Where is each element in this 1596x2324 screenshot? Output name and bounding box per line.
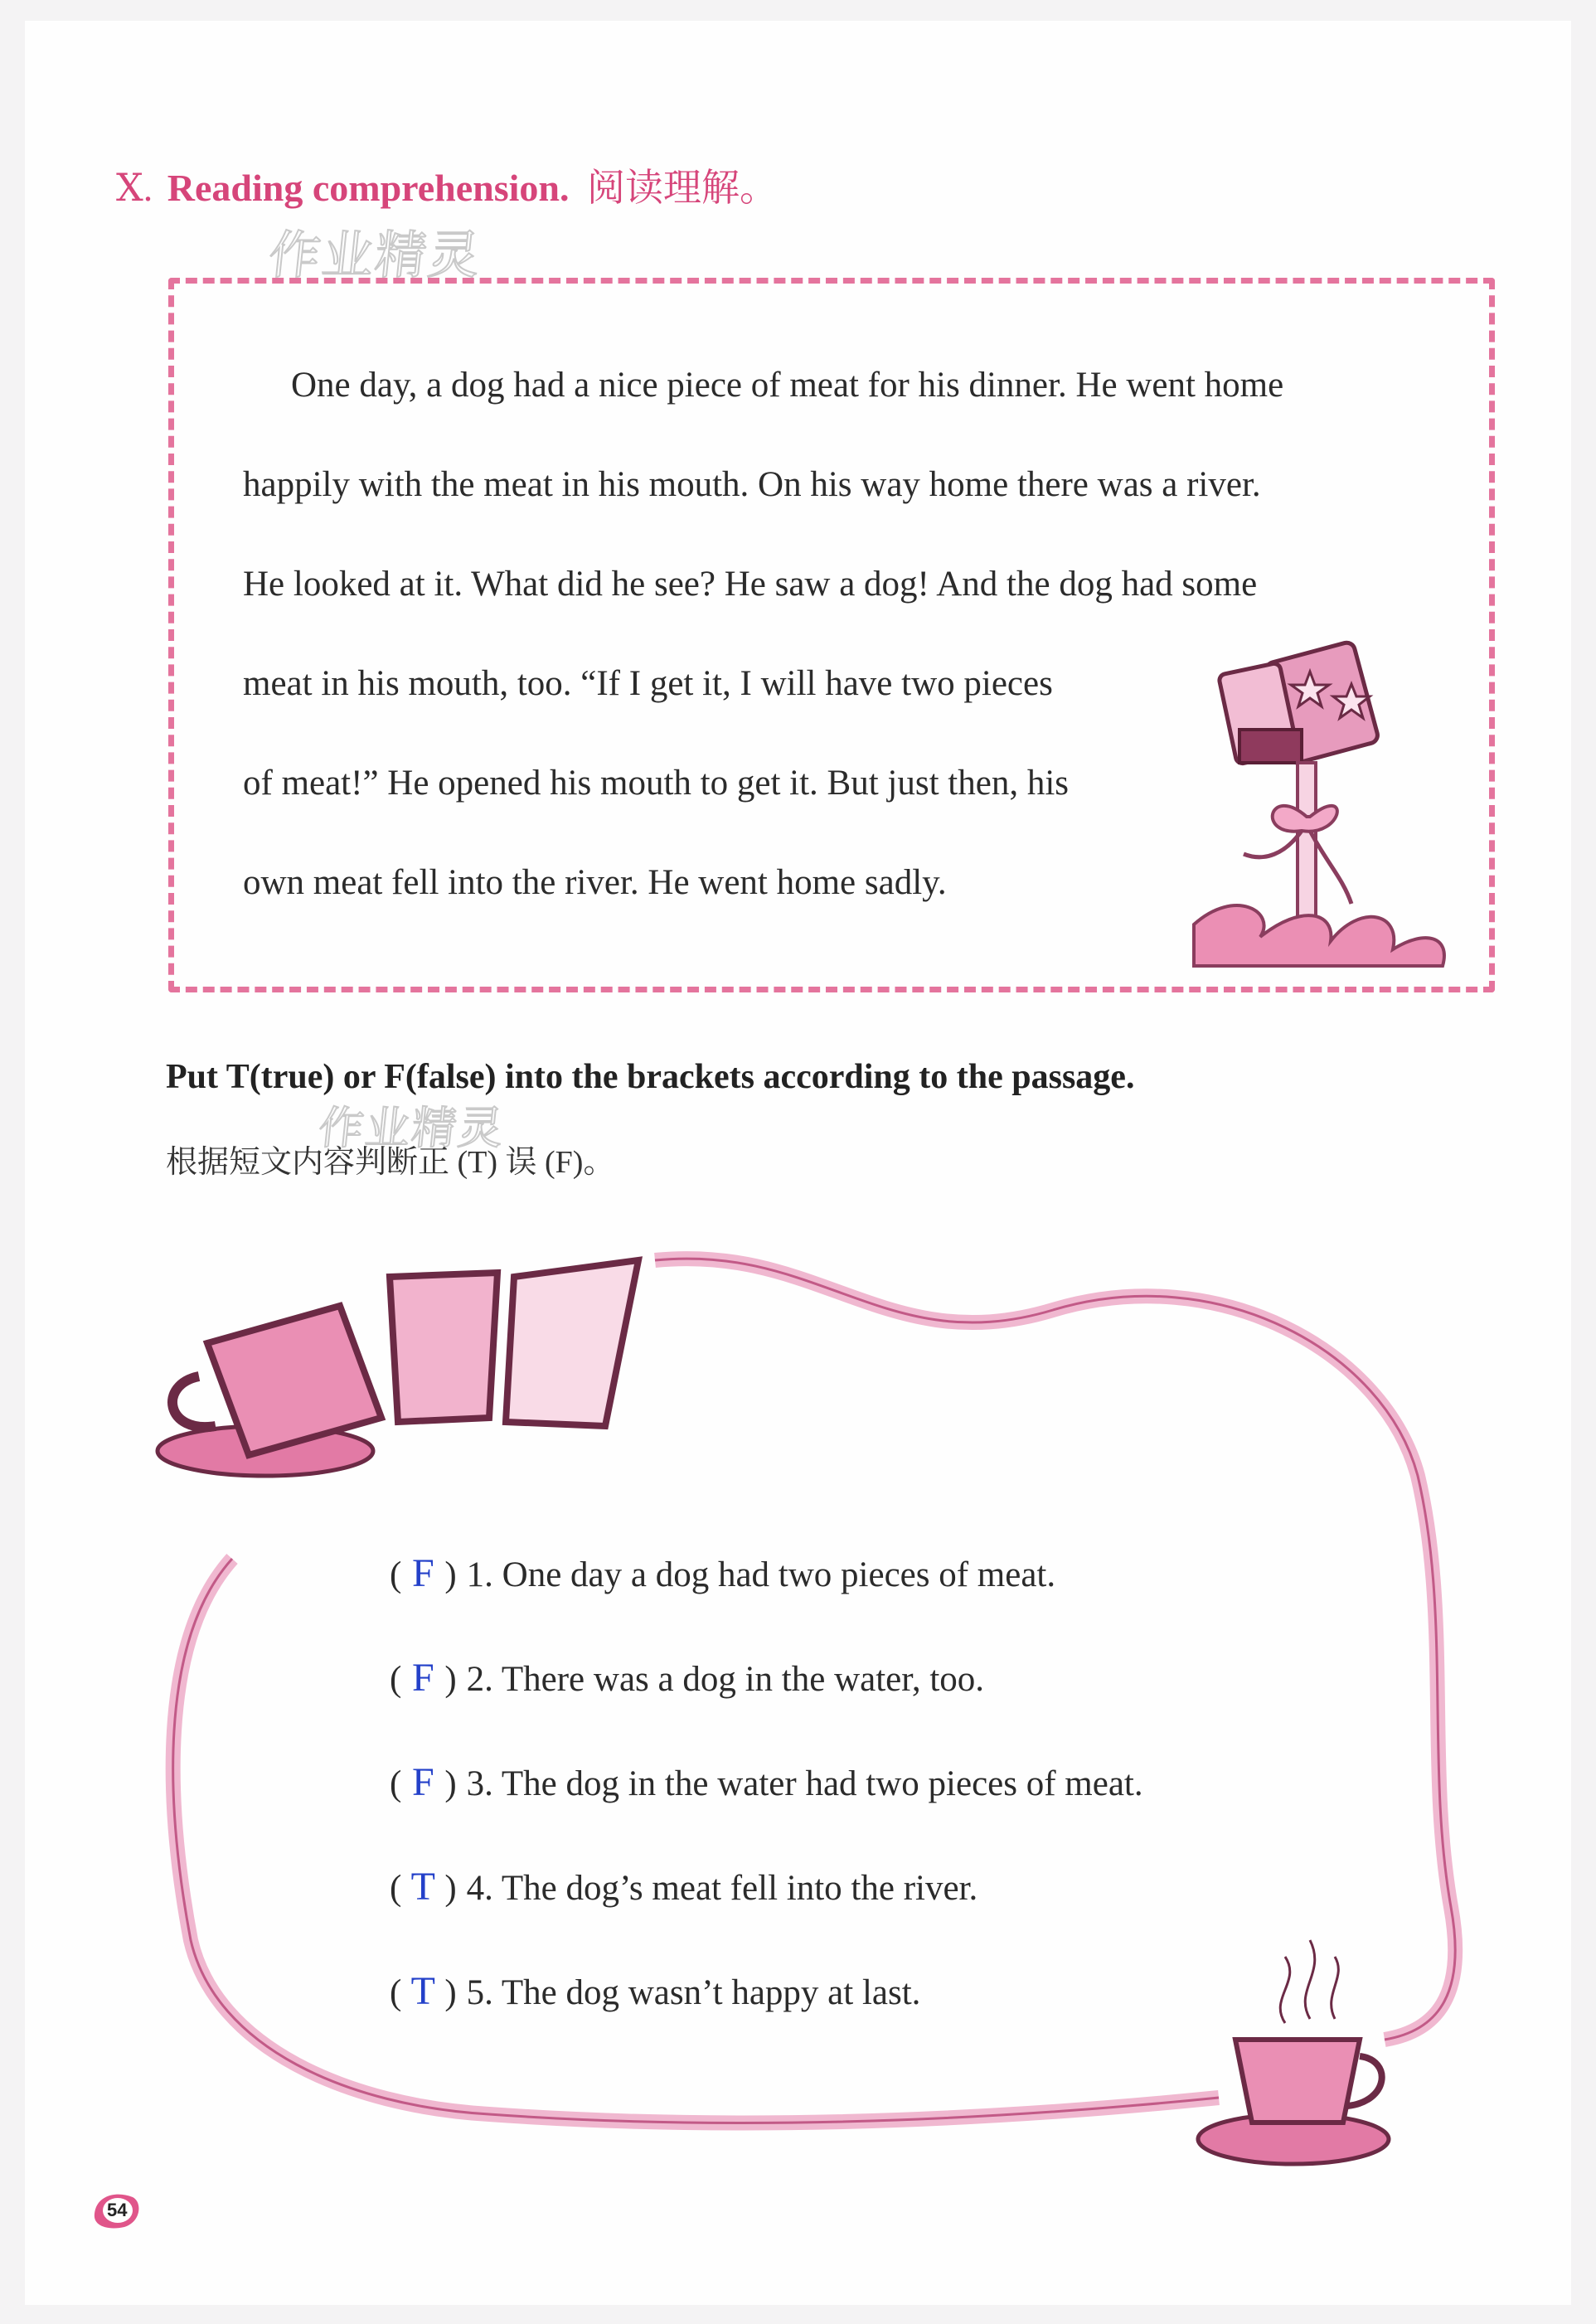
answer-blank[interactable]: F	[411, 1551, 434, 1595]
instruction-zh: 根据短文内容判断正 (T) 误 (F)。	[166, 1145, 615, 1180]
bracket-open: (	[390, 1660, 402, 1699]
passage-line: meat in his mouth, too. “If I get it, I will have two pieces	[243, 664, 1053, 703]
answer-blank[interactable]: T	[410, 1865, 435, 1909]
page-number	[91, 2189, 141, 2230]
passage-line: of meat!” He opened his mouth to get it. But just then, his	[243, 764, 1070, 803]
bracket-open: (	[390, 1973, 402, 2012]
mailbox-illustration	[1186, 638, 1501, 995]
passage-line: One day, a dog had a nice piece of meat for his dinner. He went home	[291, 366, 1284, 405]
bracket-close: )	[444, 1555, 457, 1594]
bracket-open: (	[390, 1555, 402, 1594]
bracket-close: )	[444, 1660, 457, 1699]
question-text: 1. One day a dog had two pieces of meat.	[466, 1555, 1056, 1594]
question-text: 5. The dog wasn’t happy at last.	[466, 1973, 921, 2012]
question-text: 3. The dog in the water had two pieces of meat.	[466, 1764, 1143, 1803]
question-text: 2. There was a dog in the water, too.	[466, 1660, 985, 1699]
bracket-open: (	[390, 1764, 402, 1803]
watermark-logo: 作业精灵	[265, 225, 485, 285]
watermark-logo: 作业精灵	[316, 1102, 507, 1154]
page-number-text: 54	[107, 2200, 128, 2220]
passage-line: own meat fell into the river. He went home sadly.	[243, 863, 947, 902]
section-title-zh: 阅读理解。	[587, 167, 779, 209]
question-text: 4. The dog’s meat fell into the river.	[466, 1869, 978, 1908]
section-title-en: Reading comprehension.	[167, 167, 570, 209]
question-item	[390, 1968, 1143, 2073]
bracket-close: )	[444, 1764, 457, 1803]
bracket-close: )	[444, 1973, 457, 2012]
passage-line: happily with the meat in his mouth. On his way home there was a river.	[243, 465, 1261, 504]
question-item	[390, 1864, 1143, 1968]
question-item	[390, 1759, 1143, 1864]
section-title	[116, 158, 778, 212]
bracket-open: (	[390, 1869, 402, 1908]
answer-blank[interactable]: F	[411, 1760, 434, 1804]
passage-line: He looked at it. What did he see? He saw a dog! And the dog had some	[243, 565, 1258, 604]
section-number: Ⅹ.	[116, 167, 153, 209]
answer-blank[interactable]: T	[410, 1969, 435, 2013]
bracket-close: )	[444, 1869, 457, 1908]
answer-blank[interactable]: F	[411, 1656, 434, 1700]
instruction-en: Put T(true) or F(false) into the brackets according to the passage.	[166, 1058, 1135, 1096]
question-item	[390, 1550, 1143, 1655]
question-item	[390, 1655, 1143, 1759]
question-list	[390, 1550, 1143, 2073]
